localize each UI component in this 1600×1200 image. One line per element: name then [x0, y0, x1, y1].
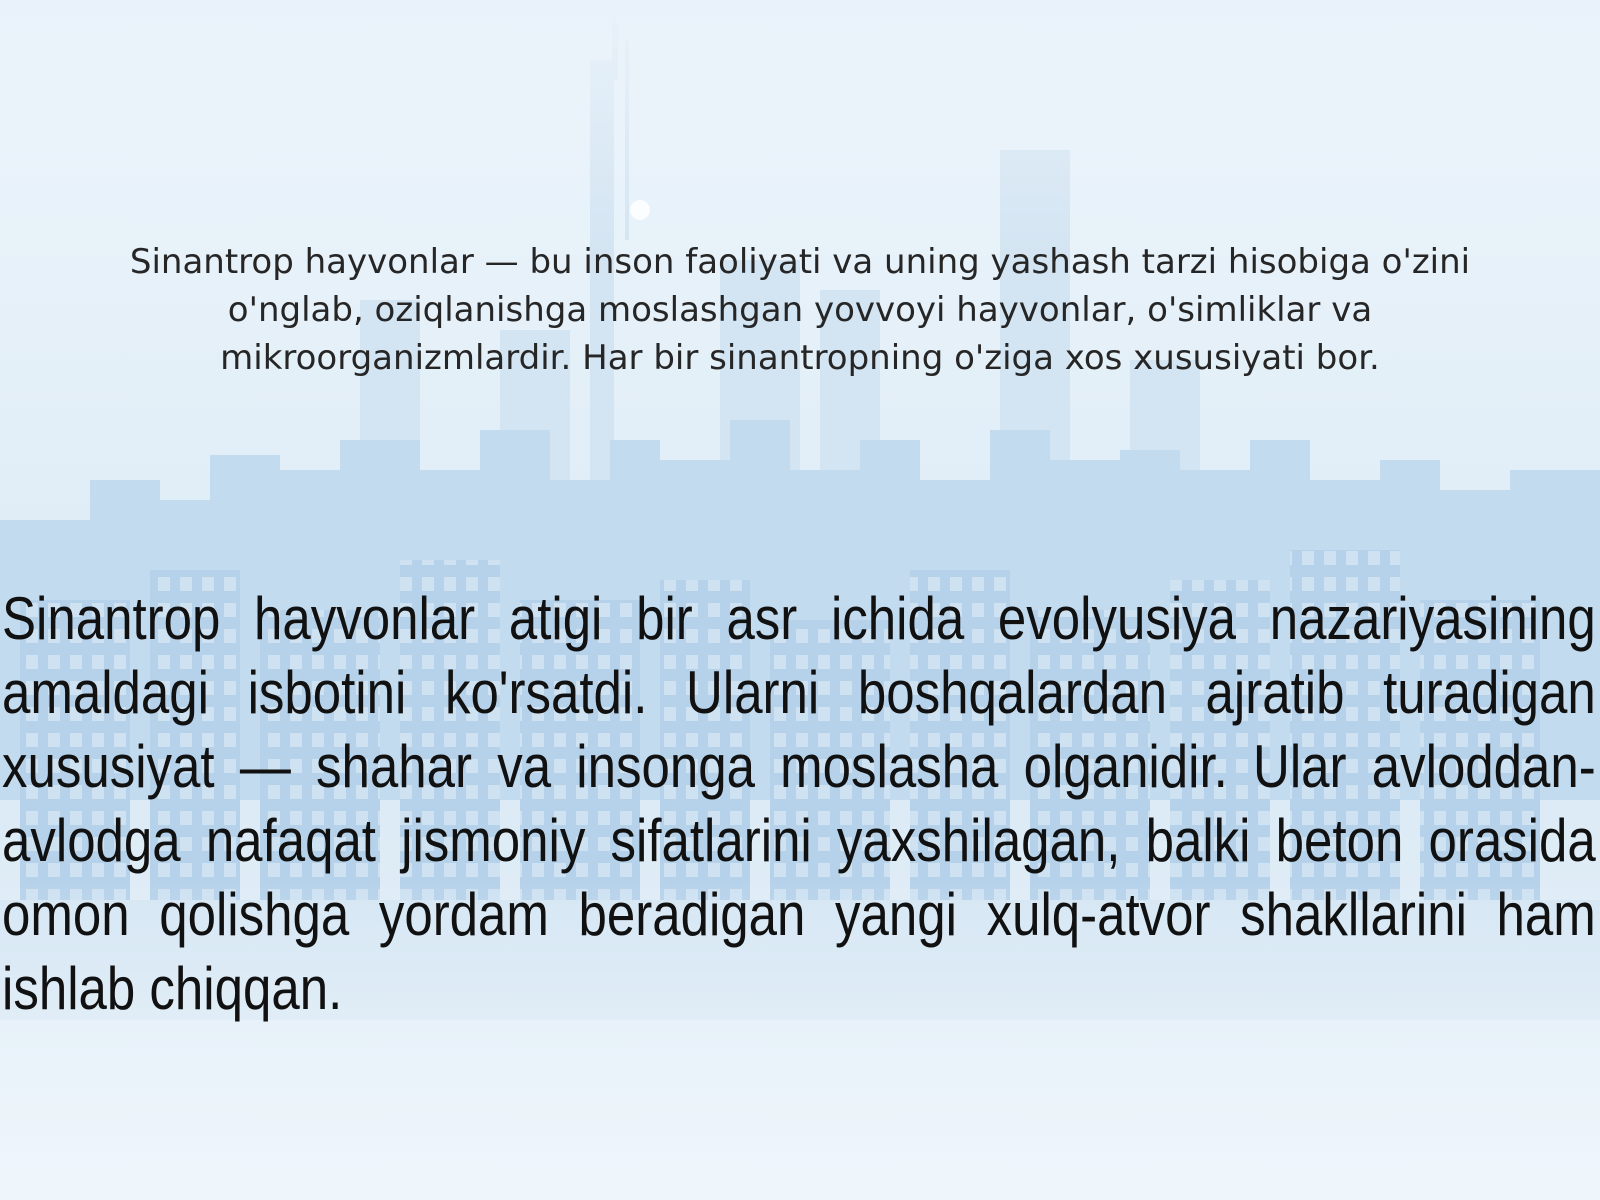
- main-paragraph: Sinantrop hayvonlar atigi bir asr ichida evolyusiya nazariyasining amaldagi isbotini ko'rsatdi. Ularni boshqalardan ajratib turadigan xususiyat — shahar va insonga moslasha olganidir. Ular avloddan-avlodga nafaqat jismoniy sifatlarini yaxshilagan, balki beton orasida omon qolishga yordam beradigan yangi xulq-atvor shakllarini ham ishlab chiqqan.: [2, 585, 1596, 1022]
- intro-paragraph: Sinantrop hayvonlar — bu inson faoliyati va uning yashash tarzi hisobiga o'zini o'nglab, oziqlanishga moslashgan yovvoyi hayvonlar, o'simliklar va mikroorganizmlardir. Har bir sinantropning o'ziga xos xususiyati bor.: [129, 242, 1471, 378]
